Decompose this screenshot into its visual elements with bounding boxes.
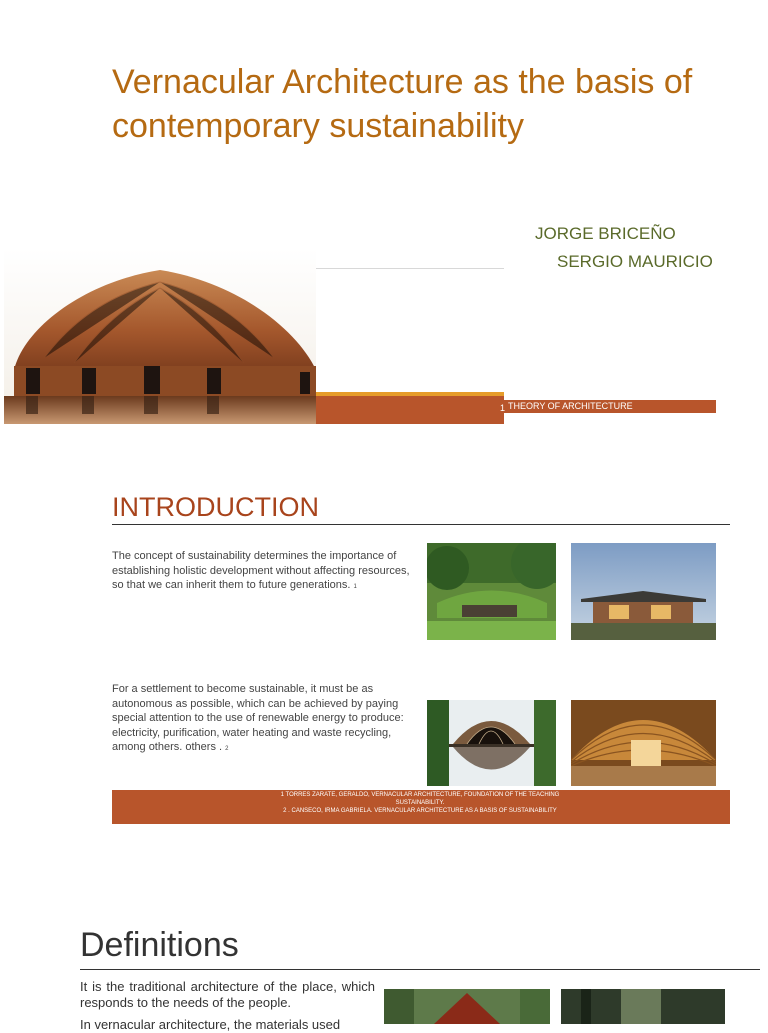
bamboo-dome-image bbox=[427, 700, 556, 786]
author-1: JORGE BRICEÑO bbox=[535, 224, 676, 243]
traditional-house-image bbox=[384, 989, 550, 1024]
slide-title: Vernacular Architecture as the basis of contemporary sustainability bbox=[112, 63, 693, 145]
definitions-paragraph-2: In vernacular architecture, the materials used bbox=[80, 1017, 341, 1032]
introduction-rule bbox=[112, 524, 730, 525]
definitions-heading: Definitions bbox=[80, 926, 239, 964]
thatched-hut-image bbox=[4, 248, 316, 424]
footnote-1: 1 TORRES ZARATE, GERALDO, VERNACULAR ARCHITECTURE, FOUNDATION OF THE TEACHING SUSTAINABILITY. bbox=[280, 792, 560, 806]
pavilion-house-image bbox=[571, 543, 716, 640]
author-2: SERGIO MAURICIO bbox=[557, 252, 713, 271]
forest-interior-image bbox=[561, 989, 725, 1024]
bamboo-vault-interior-image bbox=[571, 700, 716, 786]
band-label: THEORY OF ARCHITECTURE bbox=[508, 401, 633, 411]
definitions-rule bbox=[80, 969, 760, 970]
intro-paragraph-1: The concept of sustainability determines the importance of establishing holistic development without affecting resources, so that we can inherit them to future generations. 1 bbox=[112, 550, 410, 591]
introduction-heading: INTRODUCTION bbox=[112, 492, 319, 522]
footnote-2: 2 . CANSECO, IRMA GABRIELA. VERNACULAR ARCHITECTURE AS A BASIS OF SUSTAINABILITY bbox=[283, 808, 557, 814]
green-roof-house-image bbox=[427, 543, 556, 640]
definitions-paragraph-1: It is the traditional architecture of the place, which responds to the needs of the people. bbox=[80, 979, 375, 1010]
band-marker: 1 bbox=[500, 403, 506, 413]
title-band bbox=[316, 396, 504, 424]
intro-paragraph-2: For a settlement to become sustainable, it must be as autonomous as possible, which can be achieved by paying special attention to the use of renewable energy to produce: electricity, purification, water heating and waste recycling, among others. others . 2 bbox=[112, 683, 404, 753]
